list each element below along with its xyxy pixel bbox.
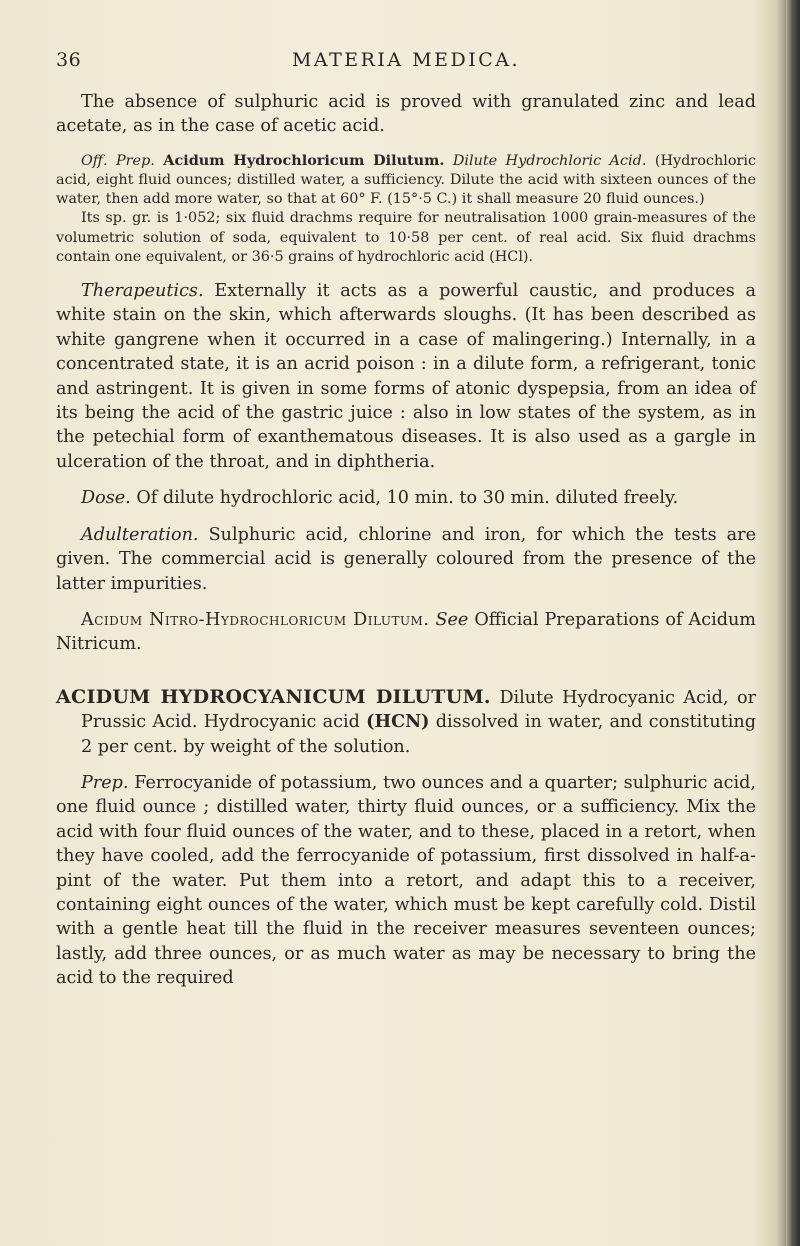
- off-prep-english: Dilute Hydrochloric Acid.: [452, 152, 647, 169]
- paragraph-specific-gravity: Its sp. gr. is 1·052; six fluid drachms require for neutralisation 1000 grain-measures of the volumetric solution of soda, equivalent to 10·58 per cent. of real acid. Six fluid drachms contain one equivalent, or 36·5 grains of hydrochloric acid (HCl).: [56, 210, 756, 265]
- paragraph-therapeutics: [56, 279, 756, 474]
- dose-label: Dose.: [81, 488, 131, 509]
- off-prep-label: Off. Prep.: [81, 152, 155, 169]
- paragraph-adulteration: [56, 523, 756, 596]
- off-prep-name: Acidum Hydrochloricum Dilutum.: [163, 151, 445, 169]
- paragraph-sulphuric-absence: The absence of sulphuric acid is proved with granulated zinc and lead acetate, as in the case of acetic acid.: [56, 92, 756, 137]
- adulteration-label: Adulteration.: [81, 524, 199, 545]
- therapeutics-text: Externally it acts as a powerful caustic, and produces a white stain on the skin, which afterwards sloughs. (It has been described as white gangrene when it occurred in a case of malingering.) Internally, in a concentrated state, it is an acrid poison : in a dilute form, a refrigerant, tonic and astringent. It is given in some forms of atonic dyspepsia, from an idea of its being the acid of the gastric juice : also in low states of the system, as in the petechial form of exanthematous diseases. It is also used as a gargle in ulceration of the throat, and in diphtheria.: [56, 281, 757, 472]
- page-binding-shadow: [786, 0, 800, 1246]
- dose-text: Of dilute hydrochloric acid, 10 min. to 30 min. diluted freely.: [136, 488, 679, 509]
- page-number: 36: [56, 49, 82, 71]
- hydrocyanic-text-2: dissolved in water, and constituting 2 per cent. by weight of the solution.: [81, 712, 756, 757]
- prep-text: Ferrocyanide of potassium, two ounces and a quarter; sulphuric acid, one fluid ounce ; distilled water, thirty fluid ounces, or a sufficiency. Mix the acid with four fluid ounces of the water, and to these, placed in a retort, when they have cooled, add the ferrocyanide of potassium, first dissolved in half-a-pint of the water. Put them into a retort, and adapt this to a receiver, containing eight ounces of the water, which must be kept carefully cold. Distil with a gentle heat till the fluid in the receiver measures seventeen ounces; lastly, add three ounces, or as much water as may be necessary to bring the acid to the required: [56, 772, 757, 989]
- prep-label: Prep.: [81, 772, 129, 793]
- adulteration-text: Sulphuric acid, chlorine and iron, for which the tests are given. The commercial acid is generally coloured from the presence of the latter impurities.: [56, 524, 756, 594]
- page-content: [56, 48, 756, 991]
- hydrocyanic-heading: ACIDUM HYDROCYANICUM DILUTUM.: [56, 685, 491, 708]
- off-prep-text: (Hydrochloric acid, eight fluid ounces; distilled water, a sufficiency. Dilute the acid with sixteen ounces of the water, then add more water, so that at 60° F. (15°·5 C.) it shall measure 20 fluid ounces.): [56, 152, 757, 208]
- therapeutics-label: Therapeutics.: [81, 281, 204, 302]
- running-title: MATERIA MEDICA.: [291, 49, 521, 71]
- hydrocyanic-text-1: Dilute Hydrocyanic Acid, or Prussic Acid. Hydrocyanic acid: [81, 687, 757, 733]
- paragraph-preparation: [56, 771, 756, 991]
- nitro-text: Official Preparations of Acidum Nitricum.: [56, 609, 756, 655]
- paragraph-official-preparation: [56, 151, 756, 210]
- page-header: [56, 48, 756, 78]
- paragraph-hydrocyanic-entry: [56, 685, 756, 759]
- paragraph-dose: [56, 486, 756, 510]
- hydrocyanic-formula: (HCN): [366, 711, 430, 733]
- nitro-see: See: [435, 609, 469, 630]
- paragraph-nitro-hydrochloric: [56, 608, 756, 657]
- nitro-name: Acidum Nitro-Hydrochloricum Dilutum.: [81, 609, 430, 630]
